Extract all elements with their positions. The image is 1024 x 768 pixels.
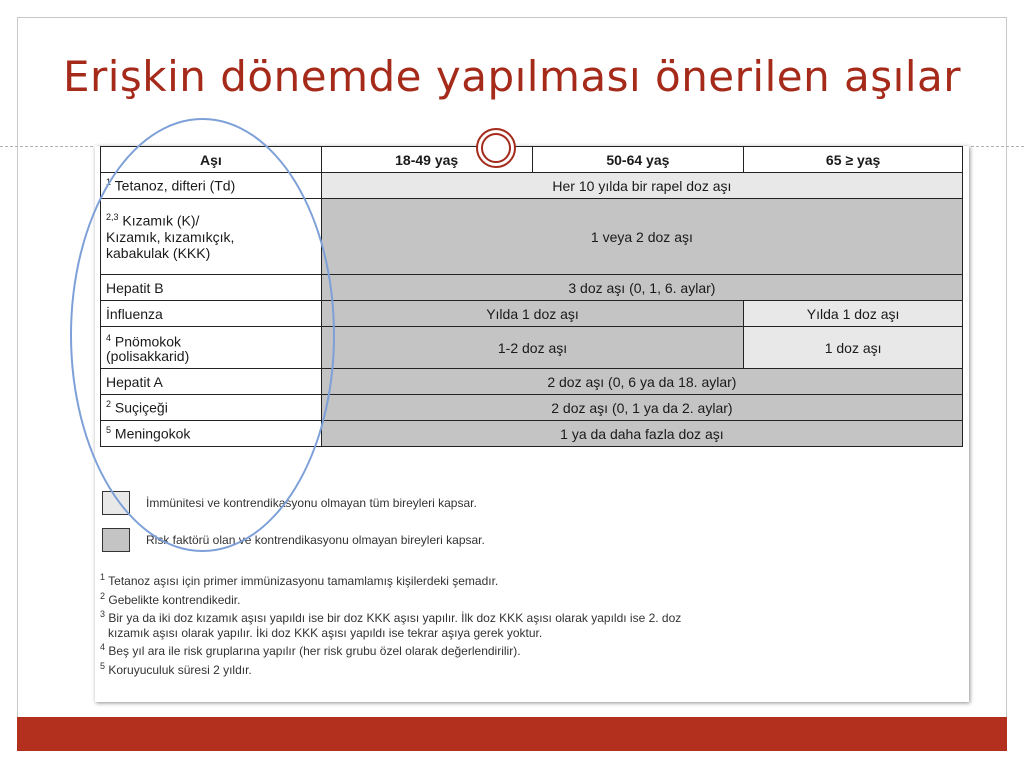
schedule-influenza-65: Yılda 1 doz aşı	[744, 301, 963, 327]
footnote-4: $^4$ Beş yıl ara ile risk gruplarına yapılır (her risk grubu özel olarak değerlendirilir).	[100, 642, 521, 658]
table-row	[101, 395, 963, 421]
legend-gray	[102, 528, 485, 552]
schedule-td: Her 10 yılda bir rapel doz aşı	[321, 173, 962, 199]
table-row	[101, 327, 963, 369]
slide-title: Erişkin dönemde yapılması önerilen aşılar	[62, 52, 962, 101]
vaccine-name-td: $^1$ Tetanoz, difteri (Td)	[101, 173, 322, 199]
legend-white	[102, 491, 477, 515]
vaccine-name-hepatit-a: Hepatit A	[101, 369, 322, 395]
vaccine-name-sucicegi: $^2$ Suçiçeği	[101, 395, 322, 421]
table-row	[101, 369, 963, 395]
vaccine-name-influenza: İnfluenza	[101, 301, 322, 327]
schedule-meningokok: 1 ya da daha fazla doz aşı	[321, 421, 962, 447]
footnote-3: $^3$ Bir ya da iki doz kızamık aşısı yapıldı ise bir doz KKK aşısı yapılır. İlk doz KKK aşısı olarak yapıldı ise 2. doz	[100, 609, 682, 625]
legend-swatch-white	[102, 491, 130, 515]
schedule-hepatit-b: 3 doz aşı (0, 1, 6. aylar)	[321, 275, 962, 301]
footnote-1: $^1$ Tetanoz aşısı için primer immünizasyonu tamamlamış kişilerdeki şemadır.	[100, 572, 499, 588]
schedule-influenza-adult: Yılda 1 doz aşı	[321, 301, 743, 327]
schedule-sucicegi: 2 doz aşı (0, 1 ya da 2. aylar)	[321, 395, 962, 421]
decorative-ring-icon	[476, 128, 516, 168]
schedule-pnomokok-65: 1 doz aşı	[744, 327, 963, 369]
header-age-50-64: 50-64 yaş	[532, 147, 744, 173]
table-row	[101, 421, 963, 447]
schedule-hepatit-a: 2 doz aşı (0, 6 ya da 18. aylar)	[321, 369, 962, 395]
footnote-2: $^2$ Gebelikte kontrendikedir.	[100, 590, 241, 607]
table-row	[101, 199, 963, 275]
legend-gray-text: Risk faktörü olan ve kontrendikasyonu olmayan bireyleri kapsar.	[146, 533, 485, 547]
schedule-pnomokok-adult: 1-2 doz aşı	[321, 327, 743, 369]
vaccine-name-meningokok: $^5$ Meningokok	[101, 421, 322, 447]
legend-swatch-gray	[102, 528, 130, 552]
vaccine-schedule-panel	[95, 146, 969, 702]
table-row	[101, 173, 963, 199]
header-age-18-49: 18-49 yaş	[321, 147, 532, 173]
legend-white-text: İmmünitesi ve kontrendikasyonu olmayan tüm bireyleri kapsar.	[146, 496, 477, 510]
schedule-kkk: 1 veya 2 doz aşı	[321, 199, 962, 275]
vaccine-name-hepatit-b: Hepatit B	[101, 275, 322, 301]
footnotes	[100, 570, 960, 677]
table-row	[101, 275, 963, 301]
footnote-3-cont: kızamık aşısı olarak yapılır. İki doz KKK aşısı yapıldı ise tekrar aşıya gerek yoktur.	[108, 625, 543, 640]
vaccine-name-pnomokok: $^4$ Pnömokok (polisakkarid)	[101, 327, 322, 369]
vaccine-name-kkk: $^{2,3}$ Kızamık (K)/ Kızamık, kızamıkçık, kabakulak (KKK)	[101, 199, 322, 275]
footer-bar	[17, 717, 1007, 751]
table-header-row	[101, 147, 963, 173]
table-row	[101, 301, 963, 327]
footnote-5: $^5$ Koruyuculuk süresi 2 yıldır.	[100, 660, 252, 677]
header-age-65-plus: 65 ≥ yaş	[744, 147, 963, 173]
header-vaccine: Aşı	[101, 147, 322, 173]
vaccine-table	[100, 146, 963, 447]
